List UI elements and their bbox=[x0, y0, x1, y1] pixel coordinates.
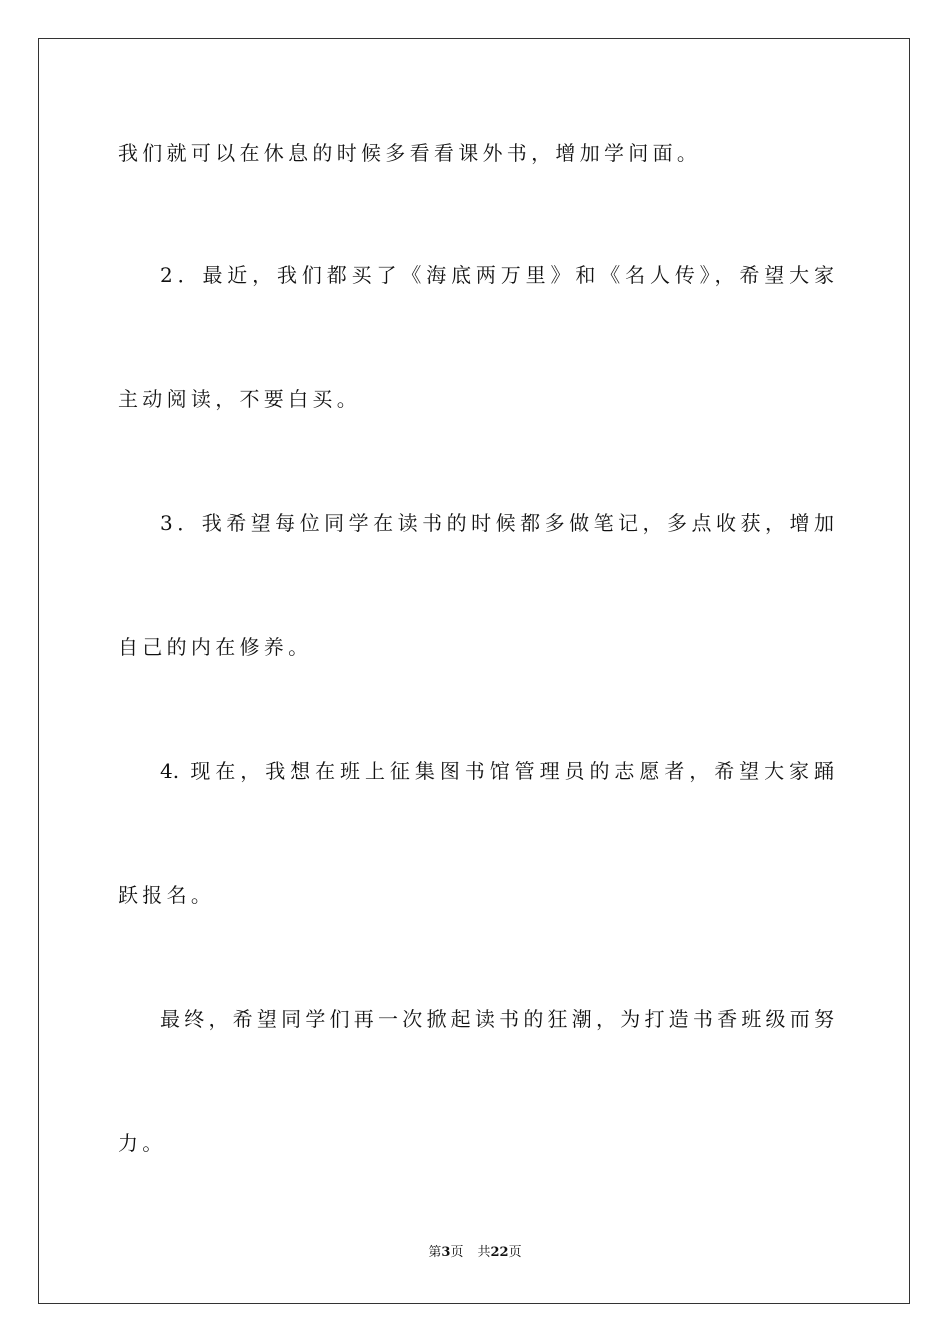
paragraph-line-4: 3．我希望每位同学在读书的时候都多做笔记，多点收获，增加 bbox=[160, 511, 834, 535]
paragraph-line-1: 我们就可以在休息的时候多看看课外书，增加学问面。 bbox=[118, 141, 702, 165]
paragraph-line-6: 4. 现在，我想在班上征集图书馆管理员的志愿者，希望大家踊 bbox=[160, 759, 834, 783]
footer-total-prefix: 共 bbox=[477, 1245, 491, 1260]
paragraph-line-7: 跃报名。 bbox=[118, 883, 216, 907]
footer-total-pages: 22 bbox=[490, 1245, 509, 1260]
footer-page-current: 3 bbox=[441, 1245, 451, 1260]
footer-total-suffix: 页 bbox=[508, 1245, 522, 1260]
paragraph-line-5: 自己的内在修养。 bbox=[118, 635, 313, 659]
paragraph-line-3: 主动阅读，不要白买。 bbox=[118, 387, 361, 411]
paragraph-line-8: 最终，希望同学们再一次掀起读书的狂潮，为打造书香班级而努 bbox=[160, 1007, 834, 1031]
paragraph-line-2: 2．最近，我们都买了《海底两万里》和《名人传》，希望大家 bbox=[160, 263, 834, 287]
footer-page-suffix: 页 bbox=[450, 1245, 464, 1260]
footer-page-prefix: 第 bbox=[428, 1245, 442, 1260]
page-footer bbox=[0, 1244, 950, 1262]
paragraph-line-9: 力。 bbox=[118, 1131, 167, 1155]
page-border bbox=[38, 38, 910, 1304]
